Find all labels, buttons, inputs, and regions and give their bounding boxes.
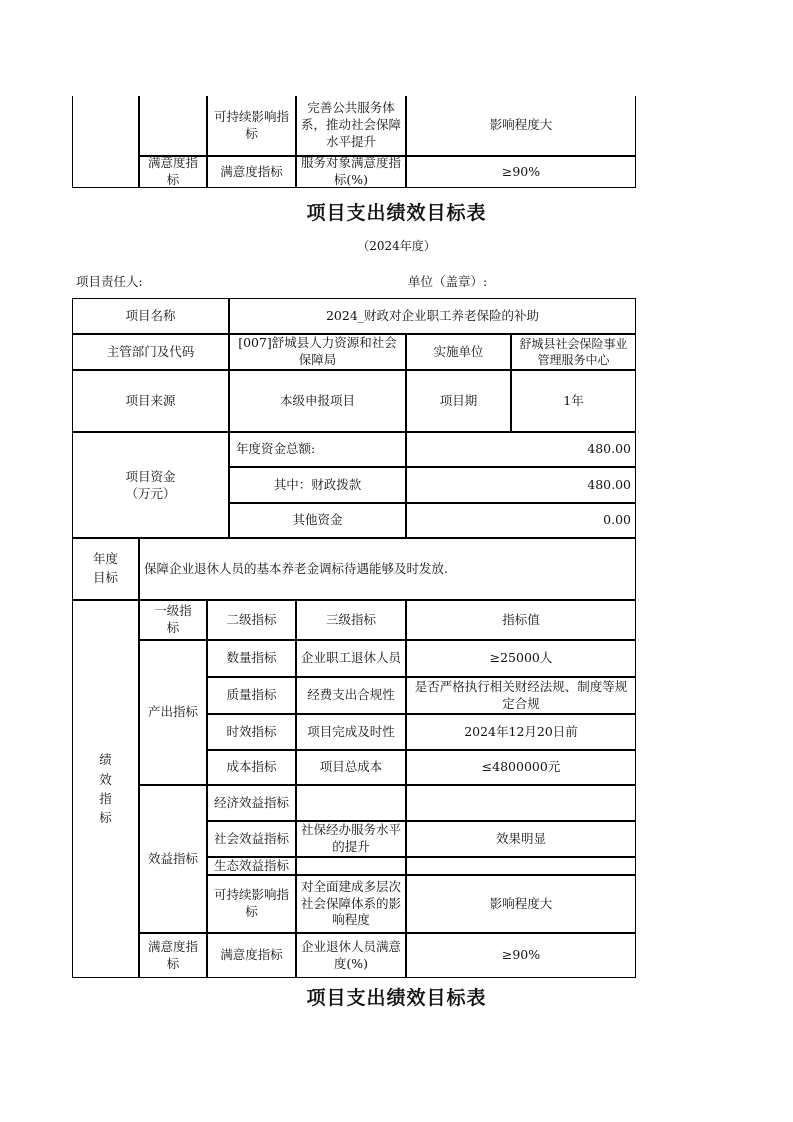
annual-goal-label-line1: 年度	[92, 551, 118, 567]
eco-value	[406, 857, 636, 875]
quality-desc: 经费支出合规性	[296, 677, 406, 714]
top-sustain-label: 可持续影响指标	[207, 96, 296, 156]
period-label: 项目期	[406, 370, 511, 432]
fund-label-line1: 项目资金	[125, 468, 176, 484]
fund-other-label: 其他资金	[229, 503, 406, 538]
econ-desc	[296, 785, 406, 821]
top-sustain-value: 影响程度大	[406, 96, 636, 156]
output-group: 产出指标	[139, 640, 207, 785]
eco-desc	[296, 857, 406, 875]
quantity-label: 数量指标	[207, 640, 296, 677]
perf-side-char-4: 标	[99, 810, 112, 826]
sustain-value: 影响程度大	[406, 875, 636, 933]
source-label: 项目来源	[72, 370, 229, 432]
satisfaction-group: 满意度指标	[139, 933, 207, 978]
impl-unit-label: 实施单位	[406, 334, 511, 370]
period-value: 1年	[511, 370, 636, 432]
perf-side-char-1: 绩	[99, 752, 112, 768]
annual-goal-label	[72, 538, 139, 600]
quality-value: 是否严格执行相关财经法规、制度等规定合规	[406, 677, 636, 714]
annual-goal-label-line2: 目标	[92, 570, 118, 585]
source-value: 本级申报项目	[229, 370, 406, 432]
fund-total-label: 年度资金总额:	[229, 432, 406, 467]
sustain-label: 可持续影响指标	[207, 875, 296, 933]
top-satisfaction-desc: 服务对象满意度指标(%)	[296, 156, 406, 188]
responsible-label: 项目责任人:	[76, 274, 143, 289]
cost-value: ≤4800000元	[406, 750, 636, 785]
top-satisfaction-level2: 满意度指标	[207, 156, 296, 188]
impl-unit-value: 舒城县社会保险事业管理服务中心	[511, 334, 636, 370]
fund-other-value: 0.00	[406, 503, 636, 538]
unit-label: 单位（盖章）:	[408, 274, 488, 289]
fund-label	[72, 432, 229, 538]
social-value: 效果明显	[406, 821, 636, 857]
dept-label: 主管部门及代码	[72, 334, 229, 370]
project-name-value: 2024_财政对企业职工养老保险的补助	[229, 298, 636, 334]
fund-fiscal-value: 480.00	[406, 467, 636, 503]
head-level2: 二级指标	[207, 600, 296, 640]
social-desc: 社保经办服务水平的提升	[296, 821, 406, 857]
perf-side-label	[72, 600, 139, 978]
time-value: 2024年12月20日前	[406, 714, 636, 750]
satisfaction-label: 满意度指标	[207, 933, 296, 978]
benefit-group: 效益指标	[139, 785, 207, 933]
top-satisfaction-level1: 满意度指标	[139, 156, 207, 188]
top-sustain-desc: 完善公共服务体系，推动社会保障水平提升	[296, 96, 406, 156]
quantity-desc: 企业职工退休人员	[296, 640, 406, 677]
time-label: 时效指标	[207, 714, 296, 750]
fund-fiscal-label: 其中：财政拨款	[229, 467, 406, 503]
top-satisfaction-value: ≥90%	[406, 156, 636, 188]
satisfaction-value: ≥90%	[406, 933, 636, 978]
eco-label: 生态效益指标	[207, 857, 296, 875]
time-desc: 项目完成及时性	[296, 714, 406, 750]
page-title: 项目支出绩效目标表	[306, 202, 487, 224]
econ-value	[406, 785, 636, 821]
cost-label: 成本指标	[207, 750, 296, 785]
top-blank-level1	[139, 96, 207, 156]
top-blank-col	[72, 96, 139, 188]
next-table-title: 项目支出绩效目标表	[306, 987, 487, 1009]
quantity-value: ≥25000人	[406, 640, 636, 677]
head-level1: 一级指标	[139, 600, 207, 640]
head-value: 指标值	[406, 600, 636, 640]
quality-label: 质量指标	[207, 677, 296, 714]
project-name-label: 项目名称	[72, 298, 229, 334]
perf-side-char-2: 效	[99, 771, 112, 787]
annual-goal-value: 保障企业退休人员的基本养老金调标待遇能够及时发放.	[139, 538, 636, 600]
year-label: （2024年度）	[357, 239, 436, 253]
fund-label-line2: （万元）	[125, 486, 176, 501]
econ-label: 经济效益指标	[207, 785, 296, 821]
head-level3: 三级指标	[296, 600, 406, 640]
social-label: 社会效益指标	[207, 821, 296, 857]
dept-value: [007]舒城县人力资源和社会保障局	[229, 334, 406, 370]
satisfaction-desc: 企业退休人员满意度(%)	[296, 933, 406, 978]
sustain-desc: 对全面建成多层次社会保障体系的影响程度	[296, 875, 406, 933]
perf-side-char-3: 指	[99, 791, 112, 806]
fund-total-value: 480.00	[406, 432, 636, 467]
cost-desc: 项目总成本	[296, 750, 406, 785]
